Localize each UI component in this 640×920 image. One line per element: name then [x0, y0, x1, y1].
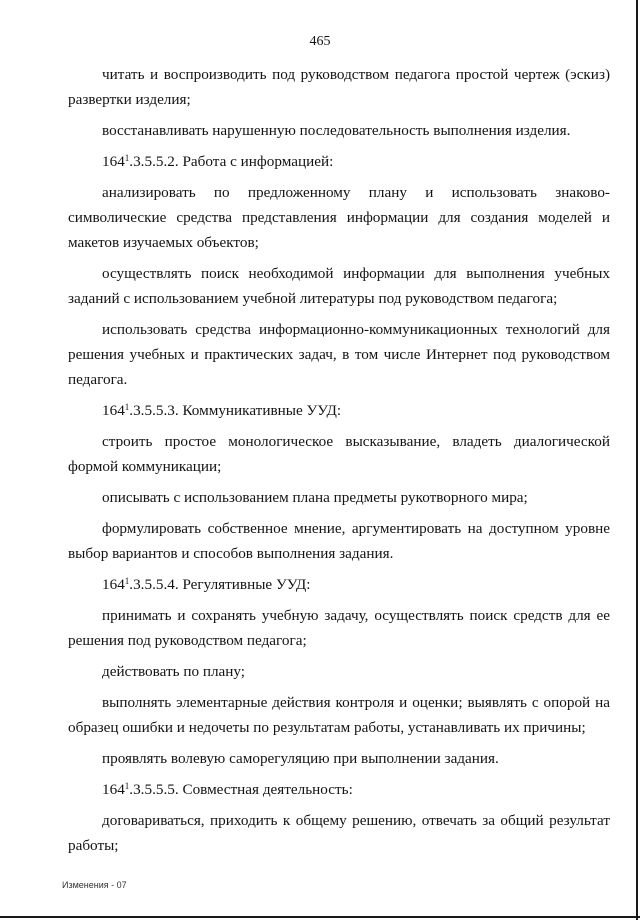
paragraph: осуществлять поиск необходимой информации для выполнения учебных заданий с использованием учебной литературы под руководством педагога; [68, 265, 610, 307]
paragraph: строить простое монологическое высказывание, владеть диалогической формой коммуникации; [68, 433, 610, 475]
section-heading: $164^1.3.5.5.2$. Работа с информацией: [102, 153, 334, 170]
section-heading: $164^1.3.5.5.3$. Коммуникативные УУД: [102, 402, 342, 419]
paragraph: описывать с использованием плана предметы рукотворного мира; [102, 489, 528, 506]
paragraph: читать и воспроизводить под руководством педагога простой чертеж (эскиз) развертки изделия; [68, 66, 610, 108]
section-heading: $164^1.3.5.5.5$. Совместная деятельность: [102, 781, 353, 798]
footer-revision-note: Изменения - 07 [62, 880, 127, 890]
paragraph: использовать средства информационно-коммуникационных технологий для решения учебных и практических задач, в том числе Интернет под руководством педагога. [68, 321, 610, 388]
paragraph: выполнять элементарные действия контроля и оценки; выявлять с опорой на образец ошибки и недочеты по результатам работы, устанавливать их причины; [68, 694, 610, 736]
page-content [68, 62, 610, 864]
paragraph: анализировать по предложенному плану и использовать знаково-символические средства представления информации для создания моделей и макетов изучаемых объектов; [68, 184, 610, 251]
scan-edge-bottom [0, 916, 640, 918]
paragraph: договариваться, приходить к общему решению, отвечать за общий результат работы; [68, 812, 610, 854]
page-number: 465 [309, 34, 331, 49]
section-heading: $164^1.3.5.5.4$. Регулятивные УУД: [102, 576, 311, 593]
paragraph: действовать по плану; [102, 663, 246, 680]
scan-edge-right [636, 0, 638, 920]
paragraph: проявлять волевую саморегуляцию при выполнении задания. [102, 750, 499, 767]
paragraph: восстанавливать нарушенную последовательность выполнения изделия. [102, 122, 571, 139]
paragraph: формулировать собственное мнение, аргументировать на доступном уровне выбор вариантов и способов выполнения задания. [68, 520, 610, 562]
paragraph: принимать и сохранять учебную задачу, осуществлять поиск средств для ее решения под руководством педагога; [68, 607, 610, 649]
